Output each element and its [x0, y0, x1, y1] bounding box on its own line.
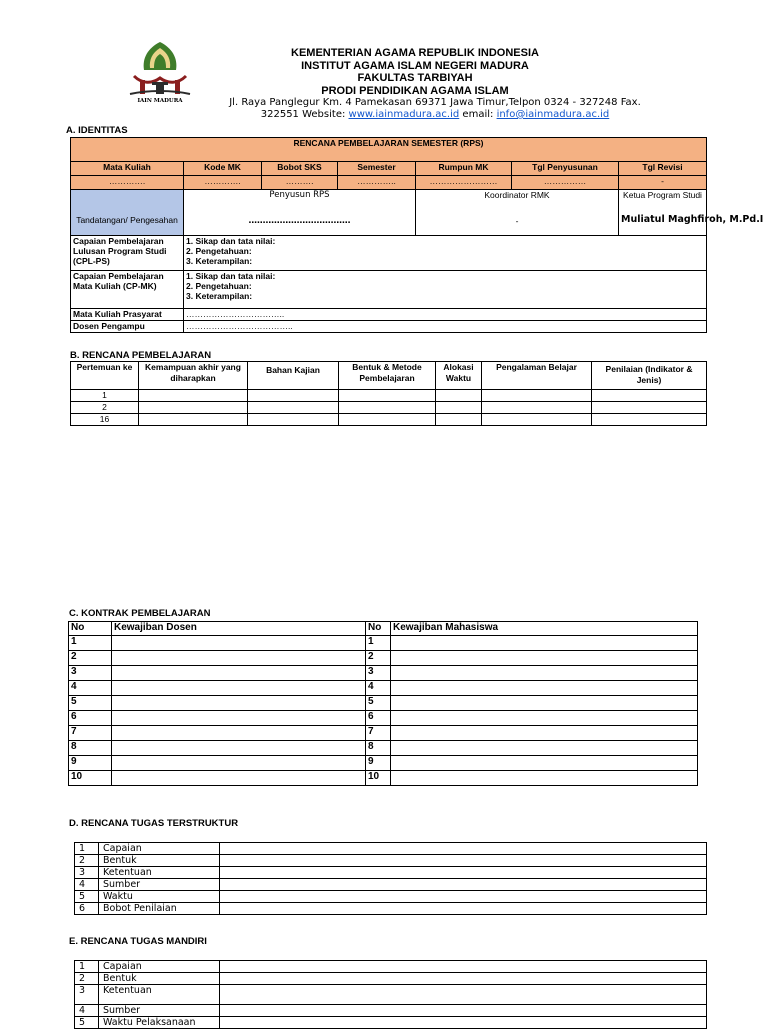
val-tgl-revisi[interactable]: -	[619, 176, 707, 190]
col-kemampuan-akhir: Kemampuan akhir yang diharapkan	[139, 362, 248, 390]
logo-caption: IAIN MADURA	[137, 98, 183, 104]
val-rumpun-mk[interactable]: ……………………	[416, 176, 512, 190]
table-cell[interactable]	[339, 402, 436, 414]
row-number: 5	[69, 696, 112, 711]
table-cell[interactable]	[220, 879, 707, 891]
cpmk-label: Capaian Pembelajaran Mata Kuliah (CP-MK)	[71, 271, 184, 309]
table-cell[interactable]	[339, 414, 436, 426]
table-cell[interactable]	[220, 1005, 707, 1017]
penyusun-value: ………………………………	[248, 216, 351, 226]
table-cell[interactable]	[112, 681, 366, 696]
table-cell[interactable]	[391, 741, 698, 756]
letterhead-line-2: INSTITUT AGAMA ISLAM NEGERI MADURA	[301, 59, 529, 72]
row-number: 9	[366, 756, 391, 771]
address-line-1: Jl. Raya Panglegur Km. 4 Pamekasan 69371 Jawa Timur,Telpon 0324 - 327248 Fax.	[229, 97, 641, 108]
cpl-label: Capaian Pembelajaran Lulusan Program Studi (CPL-PS)	[71, 236, 184, 271]
letterhead	[220, 47, 610, 97]
col-bentuk-metode: Bentuk & Metode Pembelajaran	[339, 362, 436, 390]
row-number: 10	[366, 771, 391, 786]
col-semester: Semester	[338, 162, 416, 176]
table-cell[interactable]	[391, 651, 698, 666]
table-cell[interactable]	[112, 666, 366, 681]
koordinator-label: Koordinator RMK	[484, 190, 550, 200]
row-label: Sumber	[99, 1005, 220, 1017]
penyusun-label: Penyusun RPS	[269, 190, 330, 200]
val-mata-kuliah[interactable]: ………….	[71, 176, 184, 190]
row-number: 1	[75, 961, 99, 973]
koordinator-cell[interactable]	[416, 190, 619, 236]
table-cell[interactable]	[248, 390, 339, 402]
col-no: No	[366, 622, 391, 636]
row-number: 4	[75, 1005, 99, 1017]
table-cell[interactable]	[391, 711, 698, 726]
table-cell[interactable]	[391, 681, 698, 696]
section-a-title: A. IDENTITAS	[66, 125, 128, 136]
website-link[interactable]: www.iainmadura.ac.id	[348, 109, 460, 120]
table-cell[interactable]	[592, 402, 707, 414]
table-cell[interactable]	[436, 390, 482, 402]
col-kewajiban-dosen: Kewajiban Dosen	[112, 622, 366, 636]
dosen-value[interactable]: ………………………………..	[184, 321, 707, 333]
email-link[interactable]: info@iainmadura.ac.id	[496, 109, 610, 120]
table-cell[interactable]	[248, 402, 339, 414]
row-label: Bobot Penilaian	[99, 903, 220, 915]
rencana-pembelajaran-table	[70, 361, 707, 426]
cpmk-content[interactable]	[184, 271, 707, 309]
kontrak-pembelajaran-table	[68, 621, 698, 786]
table-cell[interactable]	[436, 402, 482, 414]
table-cell[interactable]	[112, 696, 366, 711]
row-label: Ketentuan	[99, 985, 220, 1005]
row-label: Sumber	[99, 879, 220, 891]
cpl-item: 3. Keterampilan:	[186, 256, 253, 266]
letterhead-line-4: PRODI PENDIDIKAN AGAMA ISLAM	[321, 84, 509, 97]
letterhead-line-3: FAKULTAS TARBIYAH	[357, 72, 473, 84]
row-number: 3	[75, 985, 99, 1005]
table-cell[interactable]	[220, 903, 707, 915]
row-number: 3	[69, 666, 112, 681]
col-pertemuan: Pertemuan ke	[71, 362, 139, 390]
tugas-mandiri-table	[74, 960, 707, 1029]
koordinator-value: -	[515, 216, 519, 226]
row-number: 2	[75, 855, 99, 867]
cpl-item: 2. Pengetahuan:	[186, 246, 252, 256]
row-label: Ketentuan	[99, 867, 220, 879]
table-cell[interactable]	[391, 636, 698, 651]
row-number: 5	[75, 1017, 99, 1029]
row-number: 4	[69, 681, 112, 696]
rps-identity-table	[70, 137, 764, 333]
col-bahan-kajian: Bahan Kajian	[248, 362, 339, 390]
col-bobot-sks: Bobot SKS	[262, 162, 338, 176]
table-cell[interactable]	[112, 756, 366, 771]
table-cell[interactable]	[391, 771, 698, 786]
prasyarat-label: Mata Kuliah Prasyarat	[71, 309, 184, 321]
address-line-2	[210, 109, 660, 121]
table-cell[interactable]	[592, 390, 707, 402]
table-cell[interactable]	[220, 855, 707, 867]
row-number: 5	[366, 696, 391, 711]
penyusun-cell[interactable]	[184, 190, 416, 236]
section-b-title: B. RENCANA PEMBELAJARAN	[70, 350, 212, 361]
row-number: 8	[69, 741, 112, 756]
cpmk-item: 1. Sikap dan tata nilai:	[186, 271, 276, 281]
table-cell[interactable]	[220, 891, 707, 903]
rps-table-title: RENCANA PEMBELAJARAN SEMESTER (RPS)	[71, 138, 707, 162]
row-number: 2	[69, 651, 112, 666]
row-number: 6	[366, 711, 391, 726]
row-number: 2	[366, 651, 391, 666]
col-kewajiban-mahasiswa: Kewajiban Mahasiswa	[391, 622, 698, 636]
section-e-title: E. RENCANA TUGAS MANDIRI	[69, 936, 207, 947]
letterhead-line-1: KEMENTERIAN AGAMA REPUBLIK INDONESIA	[291, 47, 539, 59]
table-cell[interactable]	[112, 711, 366, 726]
col-mata-kuliah: Mata Kuliah	[71, 162, 184, 176]
table-cell[interactable]	[391, 696, 698, 711]
pertemuan-number: 1	[71, 390, 139, 402]
row-number: 1	[366, 636, 391, 651]
row-number: 7	[366, 726, 391, 741]
table-cell[interactable]	[139, 402, 248, 414]
row-label: Waktu	[99, 891, 220, 903]
cpmk-item: 3. Keterampilan:	[186, 291, 253, 301]
pertemuan-number: 16	[71, 414, 139, 426]
table-cell[interactable]	[112, 651, 366, 666]
table-cell[interactable]	[220, 973, 707, 985]
cpmk-item: 2. Pengetahuan:	[186, 281, 252, 291]
row-number: 9	[69, 756, 112, 771]
row-number: 4	[75, 879, 99, 891]
table-cell[interactable]	[436, 414, 482, 426]
pertemuan-number: 2	[71, 402, 139, 414]
ketua-value: Muliatul Maghfiroh, M.Pd.I	[621, 214, 764, 225]
table-cell[interactable]	[112, 741, 366, 756]
row-number: 8	[366, 741, 391, 756]
col-tgl-revisi: Tgl Revisi	[619, 162, 707, 176]
row-number: 7	[69, 726, 112, 741]
val-kode-mk[interactable]: ………….	[184, 176, 262, 190]
row-number: 5	[75, 891, 99, 903]
col-alokasi-waktu: Alokasi Waktu	[436, 362, 482, 390]
row-number: 3	[366, 666, 391, 681]
section-d-title: D. RENCANA TUGAS TERSTRUKTUR	[69, 818, 239, 829]
table-cell[interactable]	[220, 985, 707, 1005]
table-cell[interactable]	[112, 636, 366, 651]
val-semester[interactable]: …………..	[338, 176, 416, 190]
row-label: Capaian	[99, 843, 220, 855]
col-tgl-penyusunan: Tgl Penyusunan	[512, 162, 619, 176]
sign-label: Tandatangan/ Pengesahan	[71, 190, 184, 236]
row-number: 6	[75, 903, 99, 915]
table-cell[interactable]	[220, 1017, 707, 1029]
ketua-label: Ketua Program Studi	[623, 190, 702, 200]
table-cell[interactable]	[391, 726, 698, 741]
table-cell[interactable]	[220, 843, 707, 855]
val-bobot-sks[interactable]: ……….	[262, 176, 338, 190]
cpl-item: 1. Sikap dan tata nilai:	[186, 236, 276, 246]
row-number: 3	[75, 867, 99, 879]
table-cell[interactable]	[139, 390, 248, 402]
row-number: 1	[75, 843, 99, 855]
row-label: Bentuk	[99, 973, 220, 985]
table-cell[interactable]	[391, 666, 698, 681]
col-no: No	[69, 622, 112, 636]
table-cell[interactable]	[592, 414, 707, 426]
tugas-terstruktur-table	[74, 842, 707, 915]
col-rumpun-mk: Rumpun MK	[416, 162, 512, 176]
dosen-label: Dosen Pengampu	[71, 321, 184, 333]
row-number: 10	[69, 771, 112, 786]
table-cell[interactable]	[339, 390, 436, 402]
col-pengalaman-belajar: Pengalaman Belajar	[482, 362, 592, 390]
table-cell[interactable]	[112, 771, 366, 786]
address-email-label: email:	[459, 109, 497, 120]
table-cell[interactable]	[482, 390, 592, 402]
cpl-content[interactable]	[184, 236, 707, 271]
row-label: Bentuk	[99, 855, 220, 867]
table-cell[interactable]	[391, 756, 698, 771]
table-cell[interactable]	[482, 414, 592, 426]
prasyarat-value[interactable]: ……………………………..	[184, 309, 707, 321]
row-number: 6	[69, 711, 112, 726]
table-cell[interactable]	[139, 414, 248, 426]
table-cell[interactable]	[220, 961, 707, 973]
row-label: Capaian	[99, 961, 220, 973]
iain-madura-logo	[128, 40, 192, 106]
section-c-title: C. KONTRAK PEMBELAJARAN	[69, 608, 211, 619]
ketua-cell[interactable]	[619, 190, 764, 236]
table-cell[interactable]	[248, 414, 339, 426]
row-number: 2	[75, 973, 99, 985]
val-tgl-penyusunan[interactable]: ……………	[512, 176, 619, 190]
col-penilaian: Penilaian (Indikator & Jenis)	[592, 362, 707, 390]
row-label: Waktu Pelaksanaan	[99, 1017, 220, 1029]
row-number: 4	[366, 681, 391, 696]
table-cell[interactable]	[220, 867, 707, 879]
table-cell[interactable]	[112, 726, 366, 741]
table-cell[interactable]	[482, 402, 592, 414]
row-number: 1	[69, 636, 112, 651]
col-kode-mk: Kode MK	[184, 162, 262, 176]
address-website-label: 322551 Website:	[260, 109, 349, 120]
